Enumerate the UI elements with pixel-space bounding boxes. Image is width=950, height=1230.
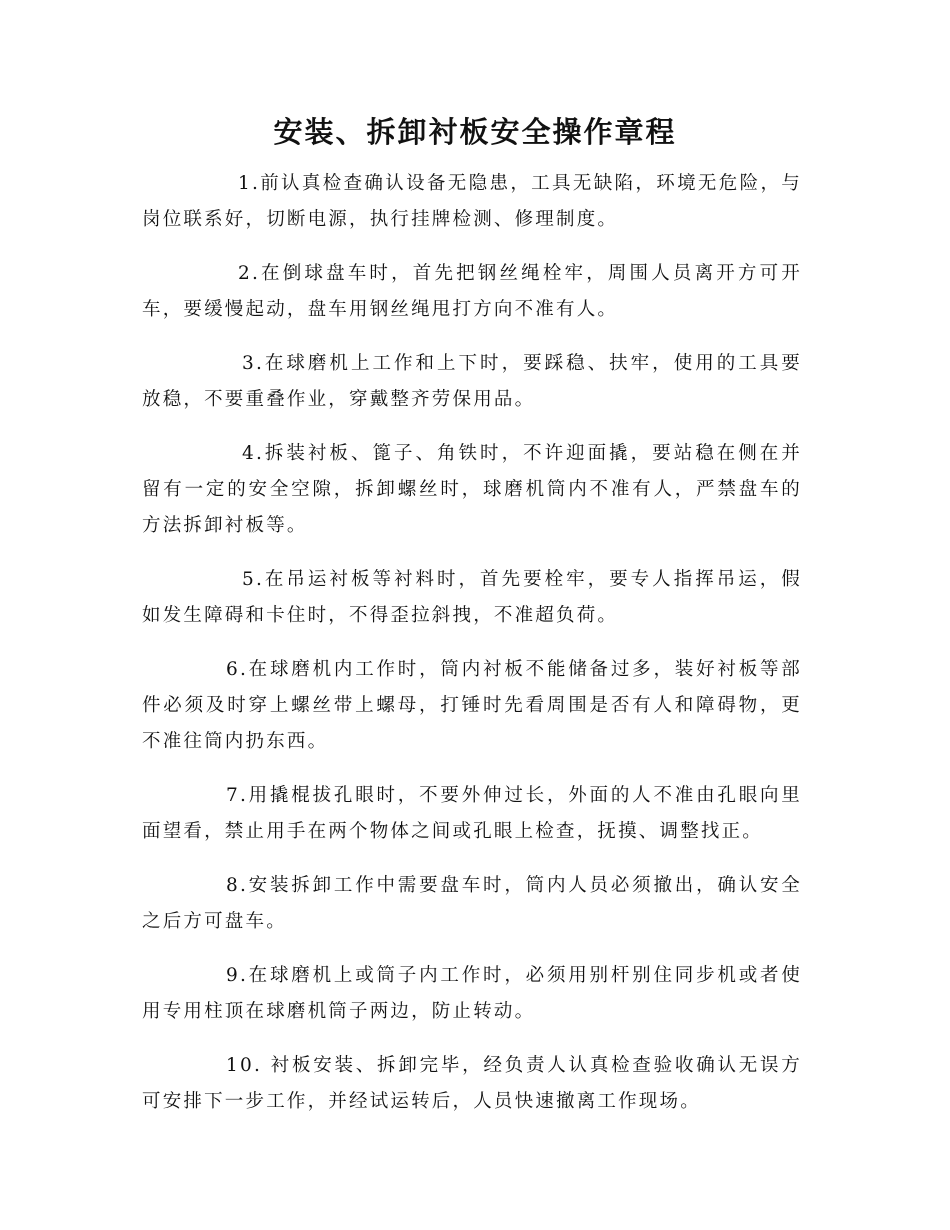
- paragraph-text: 衬板安装、拆卸完毕，经负责人认真检查验收确认无误方可安排下一步工作，并经试运转后，人员快速撤离工作现场。: [142, 1055, 802, 1112]
- paragraph-4: [142, 436, 802, 544]
- paragraph-number: 6.: [226, 659, 249, 680]
- paragraph-text: 前认真检查确认设备无隐患，工具无缺陷，环境无危险，与岗位联系好，切断电源，执行挂牌检测、修理制度。: [142, 173, 802, 230]
- paragraph-text: 用撬棍拔孔眼时，不要外伸过长，外面的人不准由孔眼向里面望看，禁止用手在两个物体之间或孔眼上检查，抚摸、调整找正。: [142, 785, 802, 842]
- paragraph-5: [142, 562, 802, 634]
- paragraph-text: 在吊运衬板等衬料时，首先要栓牢，要专人指挥吊运，假如发生障碍和卡住时，不得歪拉斜拽，不准超负荷。: [142, 569, 802, 626]
- paragraph-2: [142, 256, 802, 328]
- paragraph-text: 在球磨机内工作时，筒内衬板不能储备过多，装好衬板等部件必须及时穿上螺丝带上螺母，打锤时先看周围是否有人和障碍物，更不准往筒内扔东西。: [142, 659, 802, 752]
- paragraph-text: 安装拆卸工作中需要盘车时，筒内人员必须撤出，确认安全之后方可盘车。: [142, 875, 802, 932]
- paragraph-9: [142, 958, 802, 1030]
- paragraph-number: 2.: [238, 263, 261, 284]
- paragraph-number: 7.: [226, 785, 249, 806]
- paragraph-number: 3.: [242, 353, 265, 374]
- paragraph-number: 8.: [226, 875, 249, 896]
- paragraph-3: [142, 346, 802, 418]
- paragraph-7: [142, 778, 802, 850]
- paragraph-1: [142, 166, 802, 238]
- paragraph-text: 在球磨机上或筒子内工作时，必须用别杆别住同步机或者使用专用柱顶在球磨机筒子两边，防止转动。: [142, 965, 802, 1022]
- document-title: 安装、拆卸衬板安全操作章程: [273, 115, 677, 149]
- paragraph-number: 4.: [242, 443, 265, 464]
- paragraph-text: 在球磨机上工作和上下时，要踩稳、扶牢，使用的工具要放稳，不要重叠作业，穿戴整齐劳保用品。: [142, 353, 802, 410]
- paragraph-text: 在倒球盘车时，首先把钢丝绳栓牢，周围人员离开方可开车，要缓慢起动，盘车用钢丝绳甩打方向不准有人。: [142, 263, 802, 320]
- paragraph-text: 拆装衬板、篦子、角铁时，不许迎面撬，要站稳在侧在并留有一定的安全空隙，拆卸螺丝时，球磨机筒内不准有人，严禁盘车的方法拆卸衬板等。: [142, 443, 802, 536]
- paragraph-10: [142, 1048, 802, 1120]
- paragraph-number: 9.: [226, 965, 249, 986]
- paragraph-number: 1.: [238, 173, 261, 194]
- document-body: [142, 166, 802, 1138]
- paragraph-8: [142, 868, 802, 940]
- paragraph-number: 5.: [242, 569, 265, 590]
- paragraph-6: [142, 652, 802, 760]
- paragraph-number: 10.: [226, 1055, 263, 1076]
